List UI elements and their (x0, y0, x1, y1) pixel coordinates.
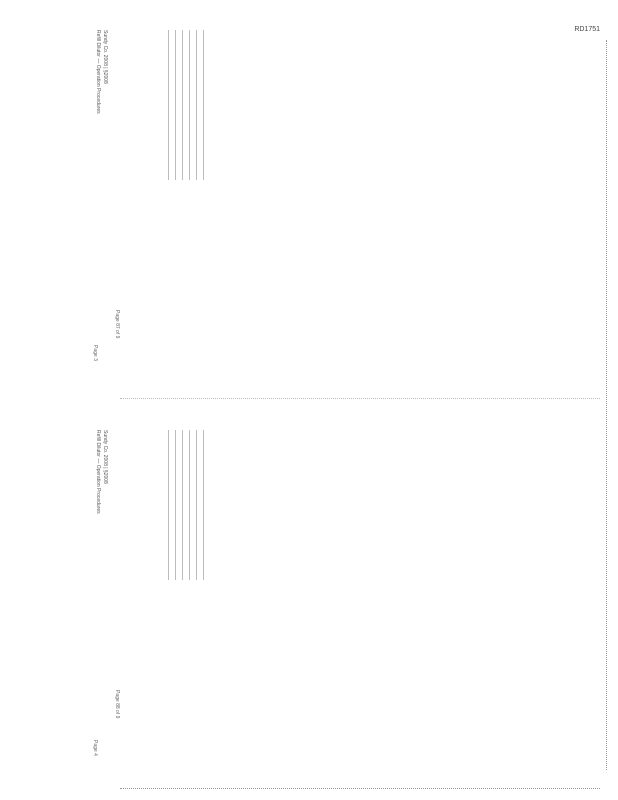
text-line (196, 30, 197, 180)
bottom-dotted-border (120, 788, 600, 790)
upper-header-line1: Sundy Co. 2008 | §2008 (102, 30, 108, 84)
text-line (175, 30, 176, 180)
text-line (203, 430, 204, 580)
middle-divider (120, 398, 600, 400)
lower-page-body (162, 430, 210, 580)
upper-page-label: Page 87 of 9 (114, 310, 120, 339)
lower-page-header (94, 430, 108, 730)
text-line (189, 30, 190, 180)
upper-page-body (162, 30, 210, 180)
document-id: RD1751 (574, 26, 600, 33)
text-line (182, 430, 183, 580)
text-line (196, 430, 197, 580)
text-line (182, 30, 183, 180)
lower-header-line1: Sundy Co. 2008 | §2008 (102, 430, 108, 484)
upper-header-line2: Refill Dilutor — Operation Procedures (95, 30, 101, 114)
text-line (168, 30, 169, 180)
upper-page-number: Page 3 (92, 345, 98, 361)
lower-page-number: Page 4 (92, 740, 98, 756)
text-line (175, 430, 176, 580)
right-dotted-border (606, 40, 608, 770)
text-line (203, 30, 204, 180)
upper-page-header (94, 30, 108, 330)
lower-page-label: Page 88 of 9 (114, 690, 120, 719)
text-line (168, 430, 169, 580)
text-line (189, 430, 190, 580)
lower-header-line2: Refill Dilutor — Operation Procedures (95, 430, 101, 514)
